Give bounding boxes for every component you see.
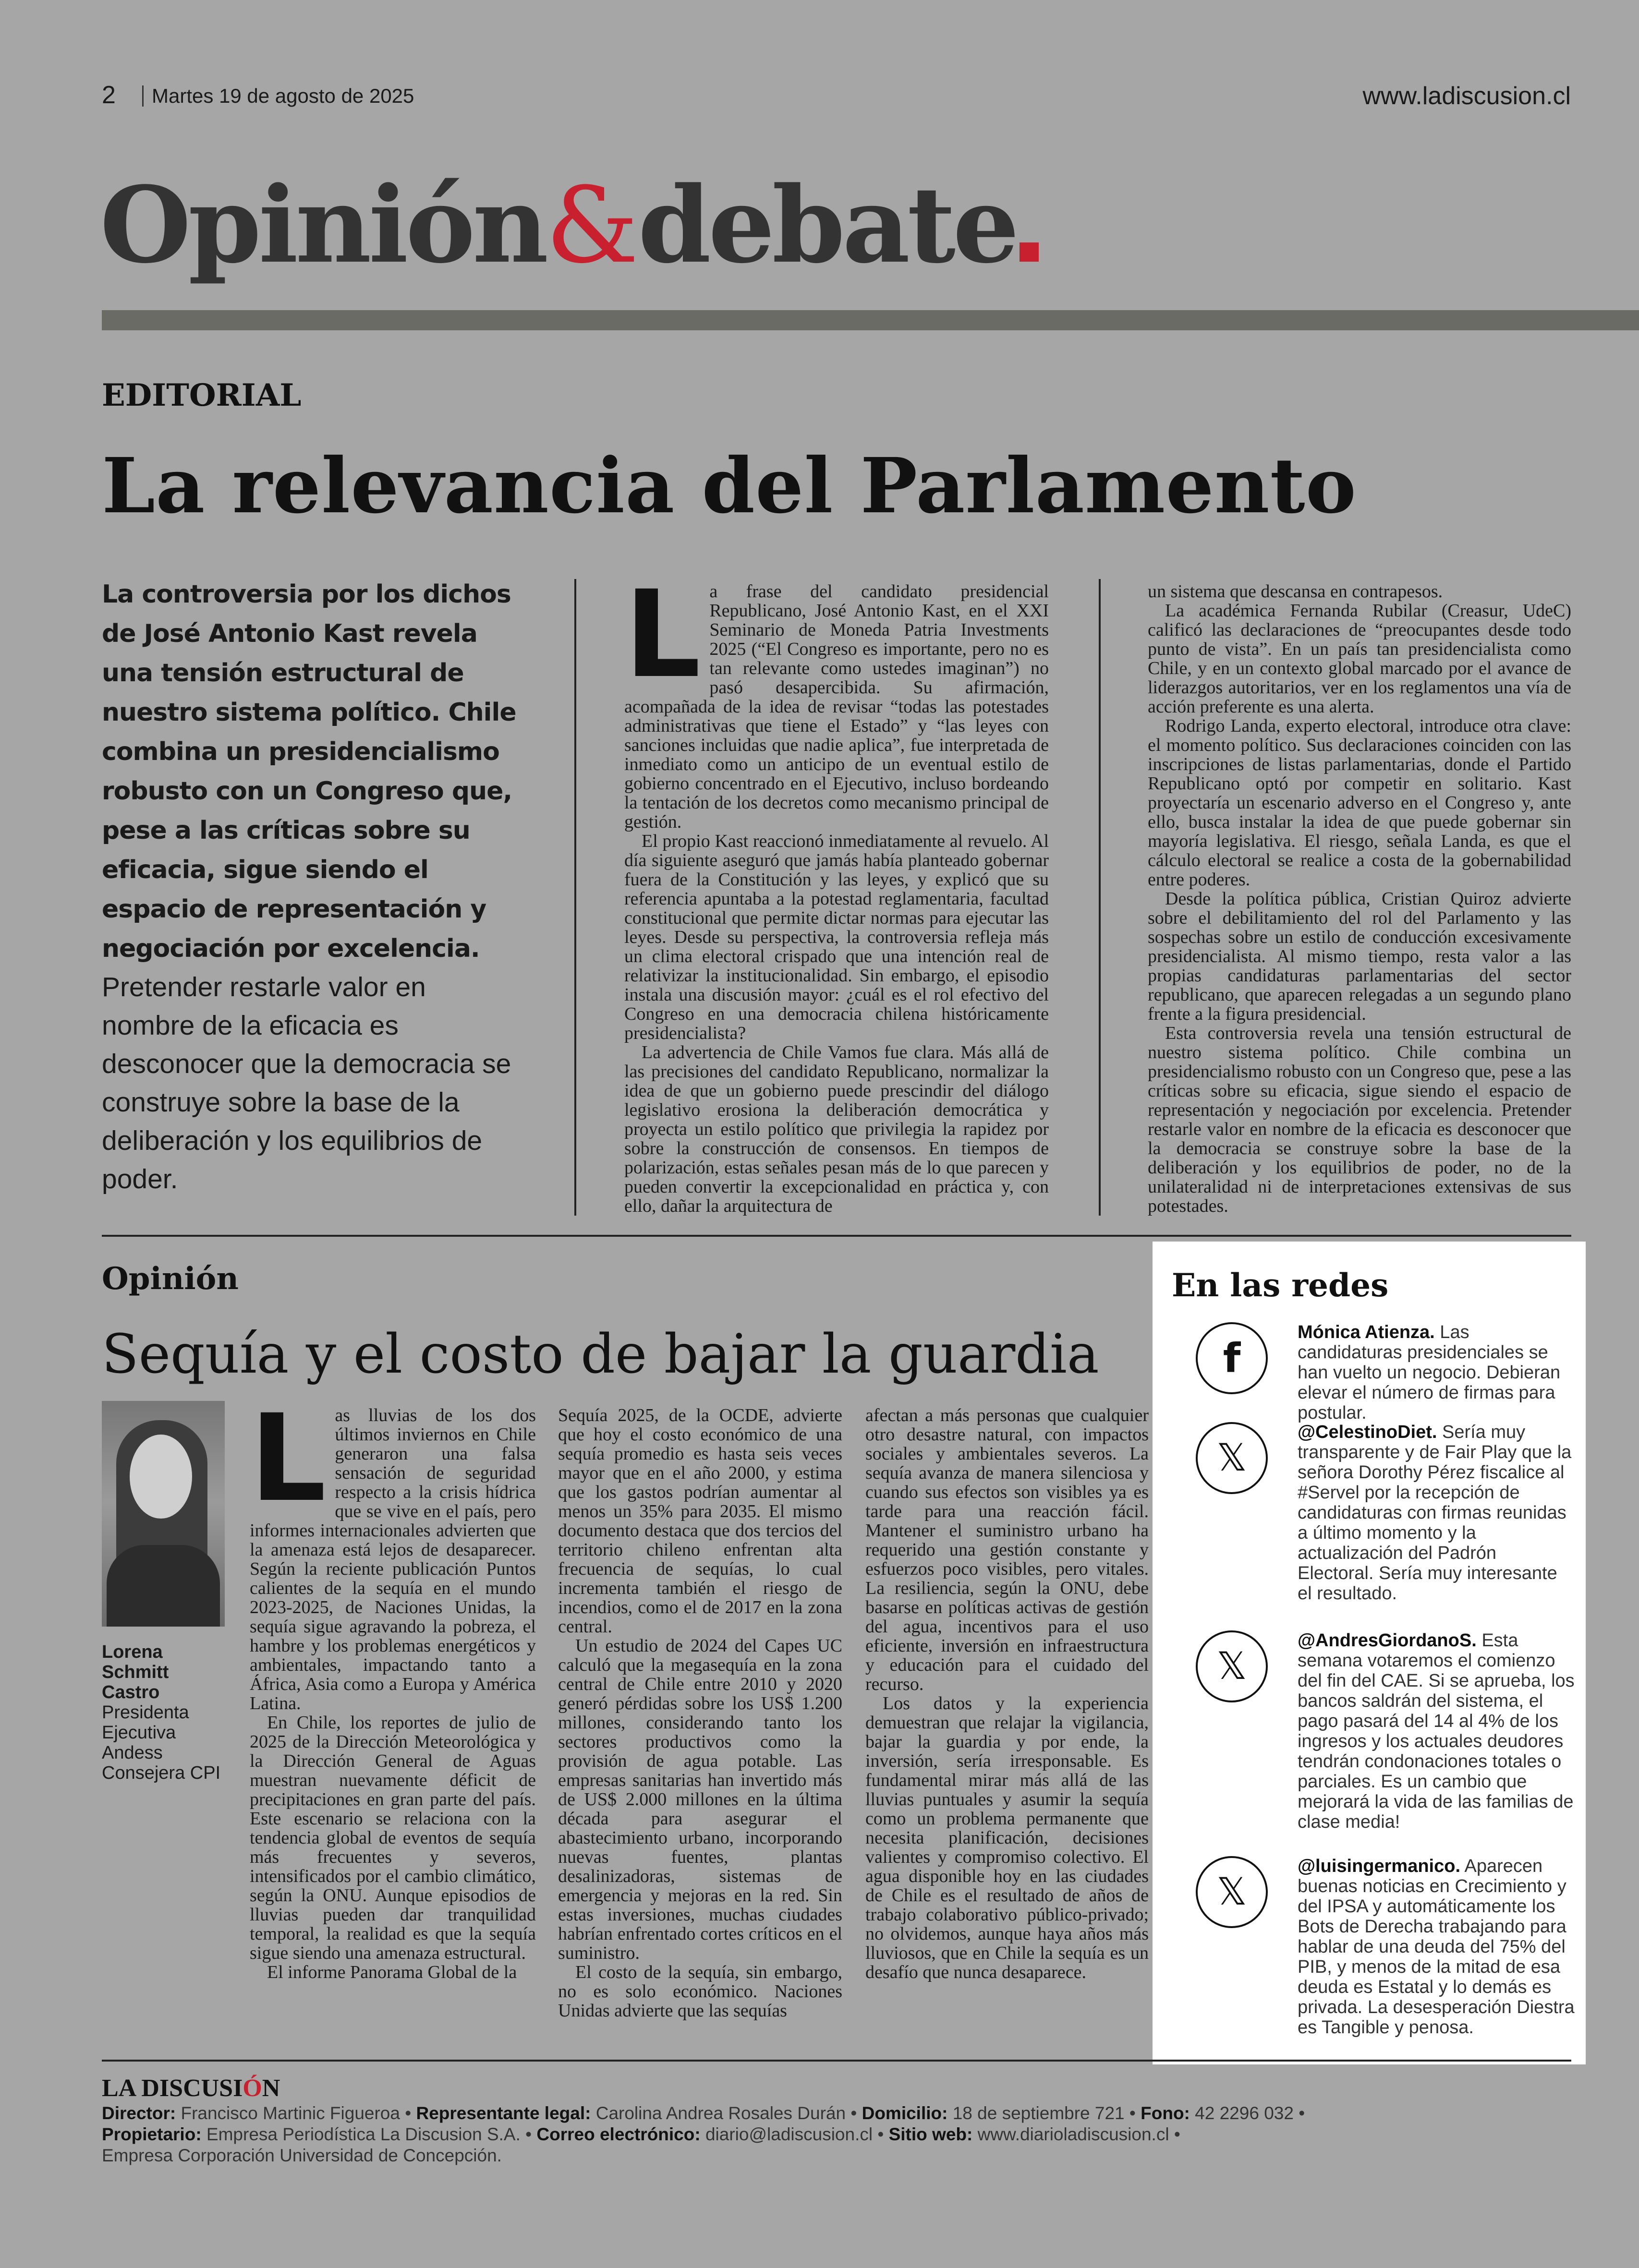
opinion-paragraph: El costo de la sequía, sin embargo, no es solo económico. Naciones Unidas advierte que las sequías: [558, 1962, 842, 2021]
footer-line-3: Empresa Corporación Universidad de Concepción.: [102, 2146, 502, 2165]
x-icon: 𝕏: [1196, 1630, 1268, 1702]
x-icon: 𝕏: [1196, 1856, 1268, 1928]
social-post-author: @luisingermanico.: [1298, 1856, 1461, 1876]
header-divider: [142, 85, 144, 107]
editorial-lead: [102, 574, 524, 1198]
social-sidebar-title: En las redes: [1172, 1267, 1389, 1304]
social-post-author: @CelestinoDiet.: [1298, 1422, 1437, 1442]
opinion-column-1: [250, 1388, 536, 1982]
social-post-author: Mónica Atienza.: [1298, 1322, 1435, 1342]
opinion-column-3: [865, 1406, 1149, 1982]
footer-divider: [102, 2060, 1571, 2062]
editorial-paragraph: La académica Fernanda Rubilar (Creasur, UdeC) calificó las declaraciones de “preocupantes desde todo punto de vista”. En un país tan presidencialista como Chile, y en un contexto global marcado por el avance de liderazgos autoritarios, ver en los reglamentos una vía de acción preferente es una alerta.: [1148, 601, 1571, 717]
website-link[interactable]: www.ladiscusion.cl: [1362, 82, 1571, 110]
x-icon: 𝕏: [1196, 1422, 1268, 1494]
footer-line-1: Director: Francisco Martinic Figueroa • Representante legal: Carolina Andrea Rosales Durán • Domicilio: 18 de septiembre 721 • Fono: 42 2296 032 •: [102, 2103, 1305, 2123]
social-post-text: [1298, 1322, 1576, 1423]
section-divider: [102, 1235, 1571, 1237]
newspaper-logo: LA DISCUSIÓN: [102, 2075, 280, 2102]
social-sidebar: [1153, 1242, 1586, 2064]
social-post-text: [1298, 1856, 1576, 2038]
social-post: [1196, 1856, 1580, 2058]
masthead-word-debate: debate: [638, 164, 1017, 287]
social-post-author: @AndresGiordanoS.: [1298, 1630, 1477, 1651]
social-post-body: Sería muy transparente y de Fair Play que la señora Dorothy Pérez fiscalice al #Servel por la recepción de candidaturas con firmas reunidas a último momento y la actualización del Padrón Electoral. Sería muy interesante el resultado.: [1298, 1422, 1572, 1604]
section-masthead: [100, 164, 1039, 287]
social-post: [1196, 1630, 1580, 1842]
masthead-bar: [102, 310, 1639, 330]
column-divider: [574, 579, 576, 1216]
opinion-paragraph: Un estudio de 2024 del Capes UC calculó que la megasequía en la zona central de Chile entre 2010 y 2020 generó pérdidas sobre los US$ 1.200 millones, considerando tanto los sectores productivos como la provisión de agua potable. Las empresas sanitarias han invertido más de US$ 2.000 millones en la última década para asegurar el abastecimiento urbano, incorporando nuevas fuentes, plantas desalinizadoras, sistemas de emergencia y mejoras en la red. Sin estas inversiones, muchas ciudades habrían enfrentado cortes críticos en el suministro.: [558, 1636, 842, 1963]
page-date: Martes 19 de agosto de 2025: [152, 84, 414, 107]
social-post-text: [1298, 1422, 1576, 1604]
opinion-paragraph: En Chile, los reportes de julio de 2025 de la Dirección Meteorológica y la Dirección General de Aguas muestran nuevamente déficit de precipitaciones en gran parte del país. Este escenario se relaciona con la tendencia global de eventos de sequía más frecuentes y severos, intensificados por el cambio climático, según la ONU. Aunque episodios de lluvias pueden dar tranquilidad temporal, la realidad es que la sequía sigue siendo una amenaza estructural.: [250, 1713, 536, 1963]
opinion-paragraph: El informe Panorama Global de la: [267, 1962, 517, 1982]
opinion-kicker: Opinión: [102, 1261, 239, 1297]
author-info: [102, 1642, 231, 1783]
opinion-title: Sequía y el costo de bajar la guardia: [102, 1323, 1099, 1386]
editorial-lead-light: Pretender restarle valor en nombre de la eficacia es desconocer que la democracia se construye sobre la base de la deliberación y los equilibrios de poder.: [102, 972, 511, 1194]
page-number: 2: [102, 81, 116, 109]
author-photo: [102, 1401, 225, 1627]
editorial-column-1: [624, 565, 1049, 1216]
opinion-paragraph: Sequía 2025, de la OCDE, advierte que hoy el costo económico de una sequía promedio es hasta seis veces mayor que en el año 2000, y estima que los gastos podrían aumentar al menos un 35% para 2035. El mismo documento destaca que dos tercios del territorio chileno enfrentan alta frecuencia de sequías, lo cual incrementa también el riesgo de incendios, como el de 2017 en la zona central.: [558, 1405, 842, 1637]
editorial-dropcap: L: [624, 565, 701, 704]
column-divider: [1099, 579, 1101, 1216]
social-post-body: Aparecen buenas noticias en Crecimiento y del IPSA y automáticamente los Bots de Derecha trabajando para hablar de una deuda del 75% del PIB, y menos de la mitad de esa deuda es Estatal y lo demás es privada. La desesperación Diestra es Tangible y penosa.: [1298, 1856, 1575, 2038]
footer-credits: [102, 2103, 1542, 2166]
editorial-paragraph: El propio Kast reaccionó inmediatamente al revuelo. Al día siguiente aseguró que jamás había planteado gobernar fuera de la Constitución y las leyes, y explicó que su referencia apuntaba a la potestad reglamentaria, facultad constitucional que permite dictar normas para ejecutar las leyes. Desde su perspectiva, la controversia refleja más un clima electoral crispado que una intención real de relativizar la institucionalidad. Sin embargo, el episodio instala una discusión mayor: ¿cuál es el rol efectivo del Congreso en una democracia chilena históricamente presidencialista?: [624, 831, 1049, 1043]
masthead-word-opinion: Opinión: [100, 164, 546, 287]
editorial-paragraph: un sistema que descansa en contrapesos.: [1148, 581, 1443, 602]
editorial-paragraph: a frase del candidato presidencial Republicano, José Antonio Kast, en el XXI Seminario de Moneda Patria Investments 2025 (“El Congreso es importante, pero no es tan relevante como ustedes imaginan”) no pasó desapercibida. Su afirmación, acompañada de la idea de revisar “todas las potestades administrativas que tiene el Estado” y “las leyes con sanciones incluidas que nadie aplica”, fue interpretada de inmediato como un anticipo de un eventual estilo de gobierno concentrado en el Ejecutivo, incluso bordeando la tentación de los decretos como mecanismo principal de gestión.: [624, 581, 1049, 832]
masthead-ampersand: &: [546, 165, 638, 287]
social-post: [1196, 1322, 1580, 1423]
editorial-lead-bold: La controversia por los dichos de José Antonio Kast revela una tensión estructural de nuestro sistema político. Chile combina un presidencialismo robusto con un Congreso que, pese a las críticas sobre su eficacia, sigue siendo el espacio de representación y negociación por excelencia.: [102, 580, 516, 963]
editorial-paragraph: Esta controversia revela una tensión estructural de nuestro sistema político. Chile combina un presidencialismo robusto con un Congreso que, pese a las críticas sobre su eficacia, sigue siendo el espacio de representación y negociación por excelencia. Pretender restarle valor en nombre de la eficacia es desconocer que la democracia se construye sobre la base de la deliberación y los equilibrios de poder, no de la unilateralidad ni de interpretaciones extensivas de sus potestades.: [1148, 1023, 1571, 1216]
masthead-red-dot: [1020, 242, 1039, 262]
editorial-column-2: [1148, 582, 1571, 1216]
social-post-body: Las candidaturas presidenciales se han vuelto un negocio. Debieran elevar el número de firmas para postular.: [1298, 1322, 1561, 1423]
opinion-paragraph: Los datos y la experiencia demuestran que relajar la vigilancia, bajar la guardia y por ende, la inversión, sería irresponsable. Es fundamental mirar más allá de las lluvias puntuales y asumir la sequía como un problema permanente que necesita planificación, decisiones valientes y compromiso colectivo. El agua disponible hoy en las ciudades de Chile es el resultado de años de trabajo colaborativo público-privado; no olvidemos, aunque haya años más lluviosos, que en Chile la sequía es un desafío que nunca desaparece.: [865, 1693, 1149, 1982]
author-name: Lorena Schmitt Castro: [102, 1642, 169, 1702]
editorial-paragraph: La advertencia de Chile Vamos fue clara. Más allá de las precisiones del candidato Republicano, normalizar la idea de que un gobierno puede prescindir del diálogo legislativo erosiona la deliberación democrática y proyecta un estilo político que privilegia la rapidez por sobre la construcción de consensos. En tiempos de polarización, estas señales pesan más de lo que parecen y pueden convertir la excepcionalidad en práctica y, con ello, dañar la arquitectura de: [624, 1042, 1049, 1216]
facebook-icon: f: [1196, 1322, 1268, 1394]
social-post-body: Esta semana votaremos el comienzo del fin del CAE. Si se aprueba, los bancos saldrán del sistema, el pago pasará del 14 al 4% de los ingresos y los actuales deudores tendrán condonaciones totales o parciales. Es un cambio que mejorará la vida de las familias de clase media!: [1298, 1630, 1575, 1832]
editorial-paragraph: Rodrigo Landa, experto electoral, introduce otra clave: el momento político. Sus declaraciones coinciden con las inscripciones de listas parlamentarias, donde el Partido Republicano optó por competir en solitario. Kast proyectaría un escenario adverso en el Congreso y, ante ello, busca instalar la idea de que puede gobernar sin mayoría legislativa. El riesgo, señala Landa, es que el cálculo electoral se realice a costa de la gobernabilidad entre poderes.: [1148, 716, 1571, 890]
opinion-paragraph: afectan a más personas que cualquier otro desastre natural, con impactos sociales y ambientales severos. La sequía avanza de manera silenciosa y cuando sus efectos son visibles ya es tarde para una reacción fácil. Mantener el suministro urbano ha requerido una gestión constante y esfuerzos poco visibles, pero vitales. La resiliencia, según la ONU, debe basarse en políticas activas de gestión del agua, incentivos para el uso eficiente, inversión en infraestructura y educación para el cuidado del recurso.: [865, 1405, 1149, 1694]
editorial-paragraph: Desde la política pública, Cristian Quiroz advierte sobre el debilitamiento del rol del Parlamento y las sospechas sobre un estilo de conducción excesivamente presidencialista. Al mismo tiempo, resta valor a las propias candidaturas parlamentarias del sector republicano, que aparecen relegadas a un segundo plano frente a la figura presidencial.: [1148, 889, 1571, 1024]
opinion-dropcap: L: [250, 1388, 327, 1528]
footer-line-2: Propietario: Empresa Periodística La Discusion S.A. • Correo electrónico: diario@ladiscusion.cl • Sitio web: www.diarioladiscusion.cl •: [102, 2124, 1180, 2144]
editorial-headline: La relevancia del Parlamento: [102, 442, 1357, 531]
editorial-kicker: EDITORIAL: [102, 377, 302, 413]
opinion-paragraph: as lluvias de los dos últimos inviernos en Chile generaron una falsa sensación de seguridad respecto a la crisis hídrica que se vive en el país, pero informes internacionales advierten que la amenaza está lejos de desaparecer. Según la reciente publicación Puntos calientes de la sequía en el mundo 2023-2025, de Naciones Unidas, la sequía sigue agravando la pobreza, el hambre y los problemas energéticos y ambientales, impactando tanto a África, Asia como a Europa y América Latina.: [250, 1405, 536, 1713]
author-role: Presidenta Ejecutiva Andess Consejera CPI: [102, 1702, 221, 1783]
social-post-text: [1298, 1630, 1576, 1832]
opinion-column-2: [558, 1406, 842, 2020]
social-post: [1196, 1422, 1580, 1624]
